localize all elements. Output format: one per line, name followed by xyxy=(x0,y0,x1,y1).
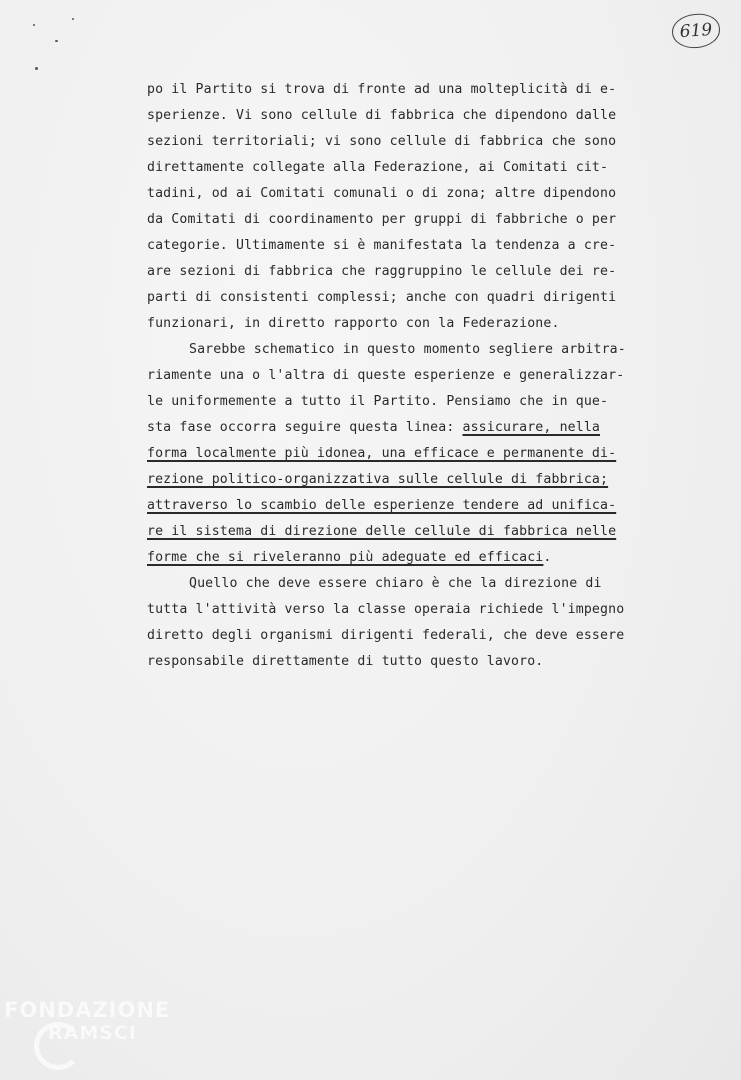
underlined-text: assicurare, nella xyxy=(462,420,601,435)
text-line xyxy=(147,571,677,597)
text-segment: sperienze. Vi sono cellule di fabbrica che dipendono dalle xyxy=(147,108,617,123)
ink-speck xyxy=(35,67,38,70)
text-line xyxy=(147,467,677,493)
underlined-text: forme che si riveleranno più adeguate ed efficaci xyxy=(147,550,544,565)
text-line xyxy=(147,129,677,155)
text-segment: parti di consistenti complessi; anche con quadri dirigenti xyxy=(147,290,617,305)
text-line xyxy=(147,623,677,649)
text-line xyxy=(147,103,677,129)
text-segment: sta fase occorra seguire questa linea: xyxy=(147,420,463,435)
text-line xyxy=(147,207,677,233)
text-line xyxy=(147,181,677,207)
text-segment: categorie. Ultimamente si è manifestata la tendenza a cre- xyxy=(147,238,617,253)
text-line xyxy=(147,363,677,389)
text-segment: tutta l'attività verso la classe operaia richiede l'impegno xyxy=(147,602,625,617)
text-line xyxy=(147,389,677,415)
paragraph xyxy=(147,77,677,337)
watermark-line-2: RAMSCI xyxy=(48,1022,137,1044)
text-line xyxy=(147,77,677,103)
text-line xyxy=(147,493,677,519)
text-segment: direttamente collegate alla Federazione, ai Comitati cit- xyxy=(147,160,609,175)
text-line xyxy=(147,155,677,181)
watermark-line-1: FONDAZIONE xyxy=(4,998,171,1022)
text-segment: da Comitati di coordinamento per gruppi di fabbriche o per xyxy=(147,212,617,227)
text-segment: . xyxy=(543,550,552,565)
text-segment: sezioni territoriali; vi sono cellule di fabbrica che sono xyxy=(147,134,617,149)
paragraph xyxy=(147,337,677,571)
text-line xyxy=(147,259,677,285)
text-line xyxy=(147,311,677,337)
ink-speck xyxy=(55,40,58,42)
underlined-text: attraverso lo scambio delle esperienze tendere ad unifica- xyxy=(147,498,617,513)
text-segment: Quello che deve essere chiaro è che la direzione di xyxy=(189,576,602,591)
text-segment: responsabile direttamente di tutto questo lavoro. xyxy=(147,654,544,669)
text-line xyxy=(147,415,677,441)
text-line xyxy=(147,441,677,467)
text-line xyxy=(147,285,677,311)
text-line xyxy=(147,519,677,545)
text-segment: riamente una o l'altra di queste esperienze e generalizzar- xyxy=(147,368,625,383)
text-line xyxy=(147,597,677,623)
text-line xyxy=(147,545,677,571)
watermark-g-logo xyxy=(34,1022,82,1070)
underlined-text: rezione politico-organizzativa sulle cellule di fabbrica; xyxy=(147,472,609,487)
underlined-text: forma localmente più idonea, una efficace e permanente di- xyxy=(147,446,617,461)
text-segment: tadini, od ai Comitati comunali o di zona; altre dipendono xyxy=(147,186,617,201)
text-line xyxy=(147,337,677,363)
page-number-stamp: 619 xyxy=(671,12,721,49)
text-segment: Sarebbe schematico in questo momento segliere arbitra- xyxy=(189,342,626,357)
text-segment: po il Partito si trova di fronte ad una molteplicità di e- xyxy=(147,82,617,97)
paragraph xyxy=(147,571,677,675)
underlined-text: re il sistema di direzione delle cellule di fabbrica nelle xyxy=(147,524,617,539)
text-segment: funzionari, in diretto rapporto con la Federazione. xyxy=(147,316,560,331)
text-line xyxy=(147,649,677,675)
text-segment: are sezioni di fabbrica che raggruppino le cellule dei re- xyxy=(147,264,617,279)
text-segment: diretto degli organismi dirigenti federali, che deve essere xyxy=(147,628,625,643)
document-body xyxy=(147,77,677,675)
ink-speck xyxy=(72,18,74,20)
ink-speck xyxy=(33,24,35,26)
text-line xyxy=(147,233,677,259)
text-segment: le uniformemente a tutto il Partito. Pensiamo che in que- xyxy=(147,394,609,409)
archive-watermark xyxy=(4,998,170,1044)
